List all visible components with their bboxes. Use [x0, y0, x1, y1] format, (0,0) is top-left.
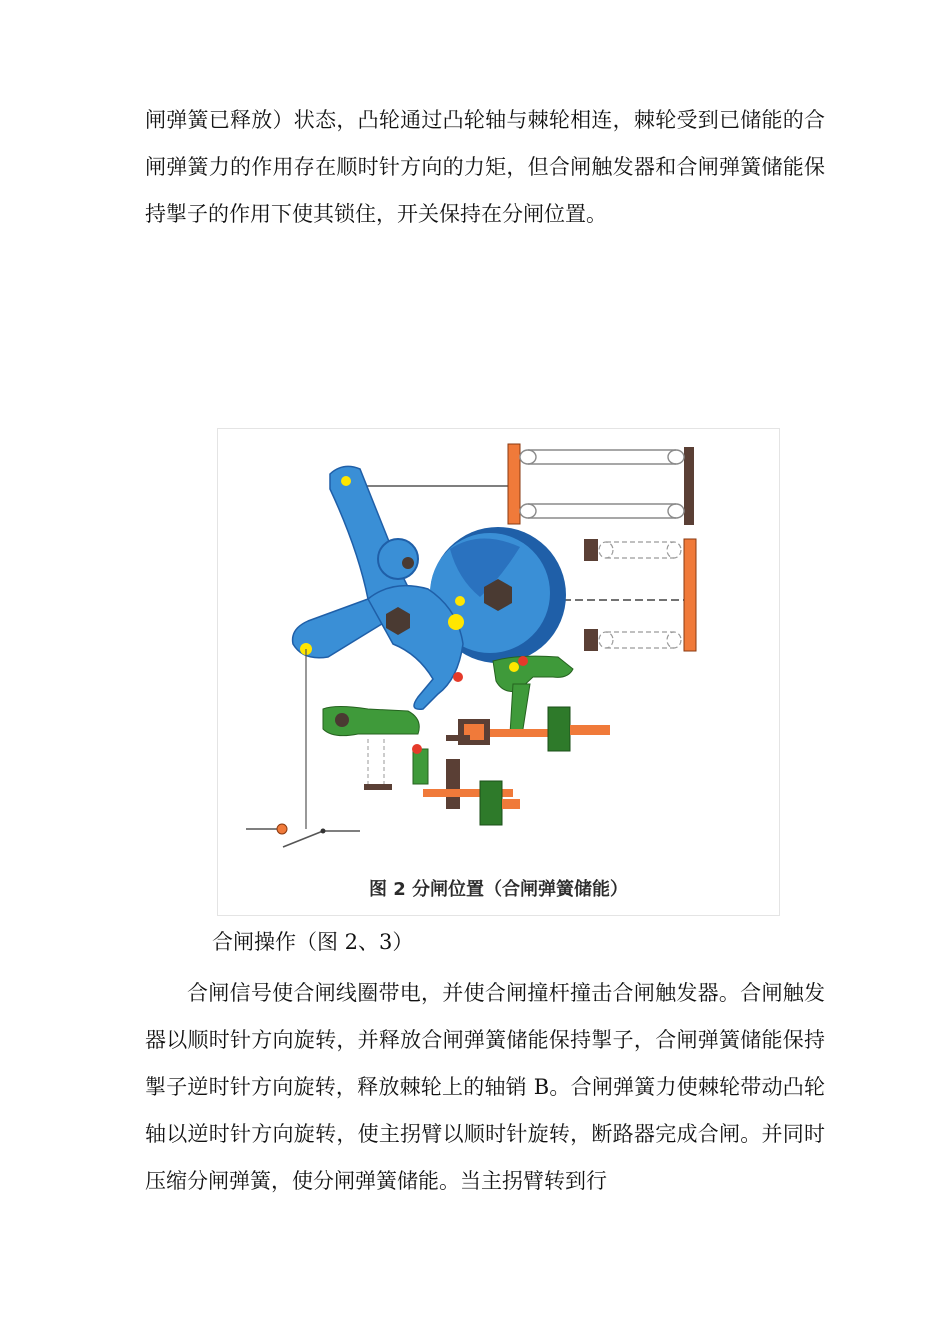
closing-operation-paragraph: 合闸信号使合闸线圈带电，并使合闸撞杆撞击合闸触发器。合闸触发器以顺时针方向旋转，并释放合闸弹簧储能保持掣子，合闸弹簧储能保持掣子逆时针方向旋转，释放棘轮上的轴销 B。合闸弹簧力使棘轮带动凸轮轴以逆时针方向旋转，使主拐臂以顺时针旋转，断路器完成合闸。并同时压缩分闸弹簧，使分闸弹簧储能。当主拐臂转到行	[145, 981, 825, 1193]
closing-spring-top	[363, 444, 694, 525]
ground-linkage	[246, 824, 360, 847]
main-crank-arm	[293, 466, 465, 829]
mechanism-diagram	[218, 429, 779, 915]
mechanism-figure	[217, 428, 780, 916]
section-heading: 合闸操作（图 2、3）	[212, 930, 414, 954]
intro-paragraph: 闸弹簧已释放）状态，凸轮通过凸轮轴与棘轮相连，棘轮受到已储能的合闸弹簧力的作用存在顺时针方向的力矩，但合闸触发器和合闸弹簧储能保持掣子的作用下使其锁住，开关保持在分闸位置。	[145, 108, 825, 226]
figure-caption: 图 2 分闸位置（合闸弹簧储能）	[368, 879, 629, 900]
